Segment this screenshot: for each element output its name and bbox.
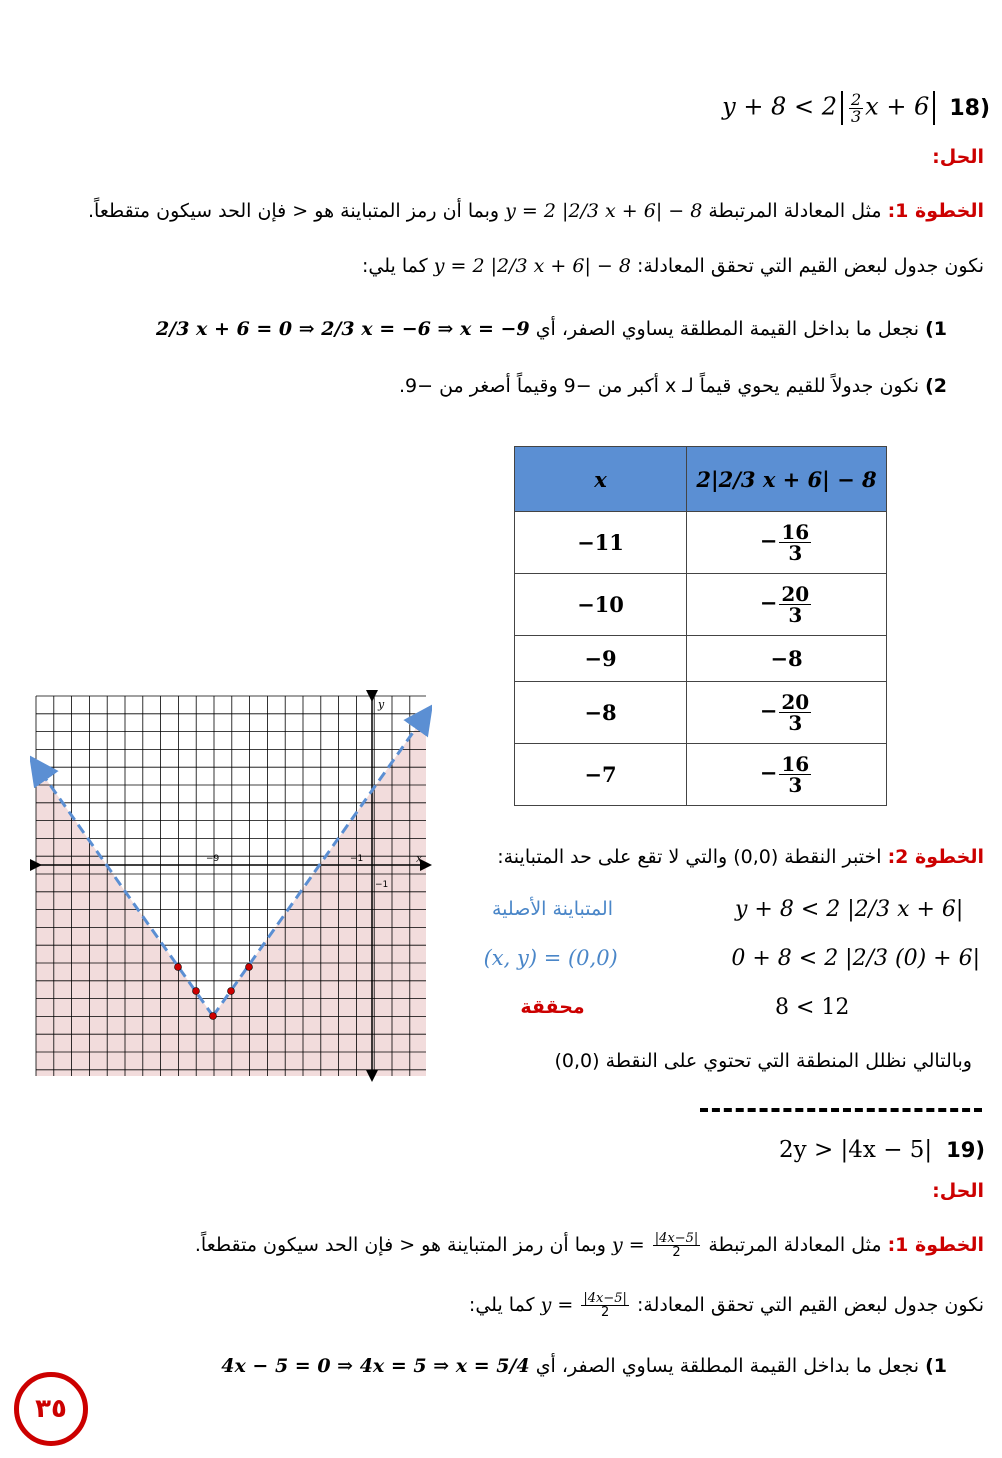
p18-solution-label: الحل:: [932, 146, 984, 168]
p18-test-block: [440, 886, 980, 1030]
table-point: [193, 988, 200, 995]
p19-item1: 1) نجعل ما بداخل القيمة المطلقة يساوي الصفر، أي 4x − 5 = 0 ⇒ 4x = 5 ⇒ x = 5/4: [221, 1355, 947, 1377]
table-row: −11 − $\frac{16}{3}$: [515, 512, 887, 574]
p18-number: 18): [949, 95, 990, 121]
p19-number: 19): [946, 1138, 985, 1162]
p18-item1: 1) نجعل ما بداخل القيمة المطلقة يساوي الصفر، أي 2/3 x + 6 = 0 ⇒ 2/3 x = −6 ⇒ x = −9: [156, 318, 947, 340]
table-point: [228, 988, 235, 995]
tick-x-neg1: −1: [350, 854, 364, 864]
page-number-badge: ٣٥: [14, 1372, 88, 1446]
test-row: المتباينة الأصلية y + 8 < 2 |2/3 x + 6|: [491, 896, 964, 922]
test-row: (x, y) = (0,0) 0 + 8 < 2 |2/3 (0) + 6|: [483, 945, 980, 971]
problem-18-header: [690, 80, 990, 136]
p19-step1: الخطوة 1: مثل المعادلة المرتبطة y = $\frac{|4x-5|}{2}$ وبما أن رمز المتباينة هو < فإن الحد سيكون متقطعاً.: [194, 1231, 984, 1260]
table-header-x: x: [515, 447, 687, 512]
table-header-y: 2|2/3 x + 6| − 8: [687, 447, 887, 512]
p19-table-intro: نكون جدول لبعض القيم التي تحقق المعادلة: y = $\frac{|4x-5|}{2}$ كما يلي:: [468, 1291, 984, 1320]
table-row: −8 − $\frac{20}{3}$: [515, 682, 887, 744]
table-point: [246, 964, 253, 971]
p18-step2: الخطوة 2: اختبر النقطة (0,0) والتي لا تقع على حد المتباينة:: [497, 846, 984, 868]
problem-19-header: [760, 1130, 985, 1170]
p19-inequality: 2y > |4x − 5|: [779, 1137, 933, 1163]
table-point: [210, 1013, 217, 1020]
shaded-region: [36, 714, 426, 1076]
p18-graph: [30, 690, 432, 1082]
tick-y-neg1: −1: [375, 880, 389, 890]
p18-values-table: [514, 446, 887, 806]
table-row: −9 −8: [515, 636, 887, 682]
p18-inequality: y + 8 < 2 $\frac{2}{3}$ x + 6: [722, 91, 939, 125]
p19-solution-label: الحل:: [932, 1180, 984, 1202]
tick-x-neg9: −9: [206, 854, 220, 864]
table-point: [175, 964, 182, 971]
section-divider: [700, 1108, 982, 1112]
x-axis-label: x: [416, 852, 423, 865]
test-row: محققة 8 < 12: [520, 994, 850, 1020]
table-row: −10 − $\frac{20}{3}$: [515, 574, 887, 636]
p18-table-intro: نكون جدول لبعض القيم التي تحقق المعادلة: y = 2 |2/3 x + 6| − 8 كما يلي:: [362, 255, 984, 277]
p18-item2: 2) نكون جدولاً للقيم يحوي قيماً لـ x أكبر من −9 وقيماً أصغر من −9.: [398, 375, 947, 397]
table-row: −7 − $\frac{16}{3}$: [515, 744, 887, 806]
p18-conclusion: وبالتالي نظلل المنطقة التي تحتوي على النقطة (0,0): [554, 1050, 972, 1072]
y-axis-label: y: [378, 698, 385, 711]
p18-step1: الخطوة 1: مثل المعادلة المرتبطة y = 2 |2/3 x + 6| − 8 وبما أن رمز المتباينة هو < فإن الحد سيكون متقطعاً.: [88, 200, 984, 222]
